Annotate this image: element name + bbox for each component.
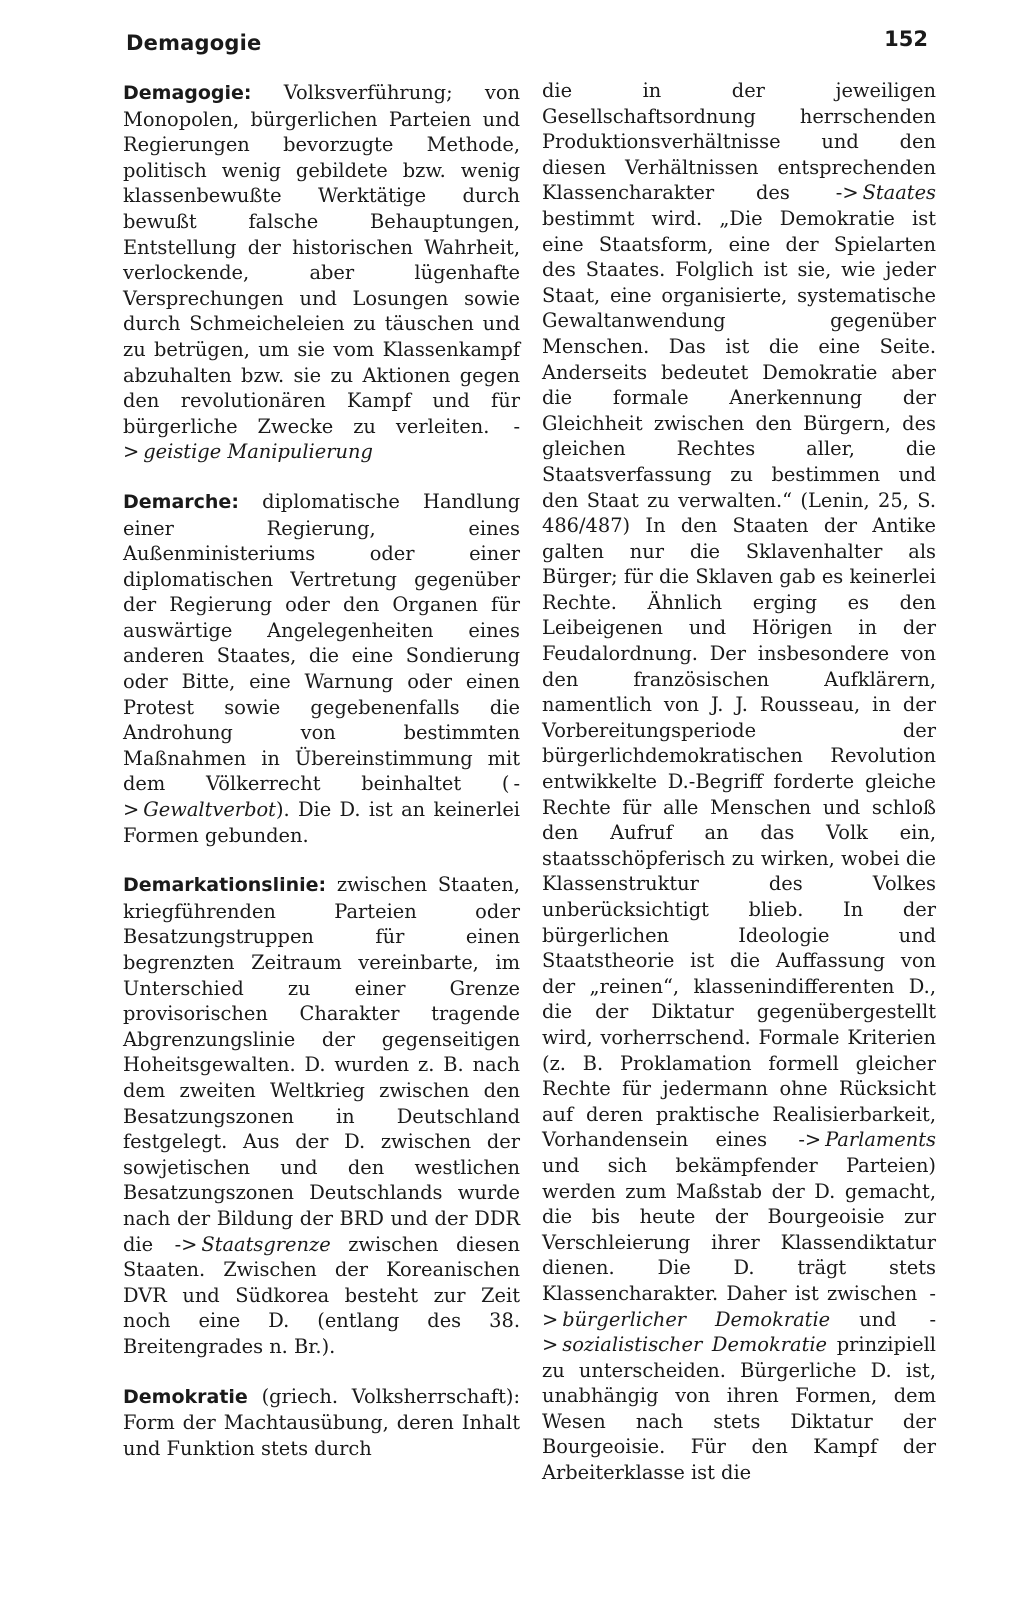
cross-reference: sozialistischer Demokratie <box>562 1333 828 1357</box>
cross-reference-arrow: -> <box>174 1232 198 1256</box>
cross-reference-arrow: -> <box>123 772 520 822</box>
cross-reference-arrow: -> <box>798 1128 822 1152</box>
entry-text: (griech. Volksherrschaft): Form der Machtausübung, deren Inhalt und Funktion stets durch <box>123 1384 520 1460</box>
cross-reference-arrow: -> <box>835 181 859 205</box>
cross-reference-arrow: -> <box>542 1281 936 1331</box>
entry-demokratie-continued <box>542 78 936 1486</box>
entry-text-continued: ). Die D. ist an keinerlei Formen gebunden. <box>123 798 520 847</box>
entry-text: diplomatische Handlung einer Regierung, eines Außenministeriums oder einer diplomatischen Vertretung gegenüber der Regierung oder den Organen für auswärtige Angelegenheiten eines anderen Staates, die eine Sondierung oder Bitte, eine Warnung oder einen Protest sowie gegebenenfalls die Androhung von bestimmten Maßnahmen in Übereinstimmung mit dem Völkerrecht beinhaltet ( <box>123 489 520 796</box>
entry-text: die in der jeweiligen Gesellschaftsordnung herrschenden Produktionsverhältnisse und den diesen Verhältnissen entsprechenden Klassencharakter des <box>542 79 936 205</box>
cross-reference: bürgerlicher Demokratie <box>562 1307 831 1331</box>
right-column <box>542 78 936 1486</box>
running-head: Demagogie <box>126 31 262 55</box>
cross-reference-arrow: -> <box>542 1307 937 1357</box>
entry-text-continued: zwischen diesen Staaten. Zwischen der Koreanischen DVR und Südkorea besteht zur Zeit noch eine D. (entlang des 38. Breitengrades n. Br.). <box>123 1232 521 1358</box>
cross-reference: Staates <box>862 181 936 205</box>
page-number: 152 <box>884 27 928 51</box>
entry-text: und <box>859 1307 897 1331</box>
entry-demarche <box>123 489 520 848</box>
entry-demarkationslinie <box>123 872 520 1359</box>
cross-reference: Gewaltverbot <box>143 798 276 822</box>
cross-reference: Parlaments <box>825 1128 936 1152</box>
entry-text: bestimmt wird. „Die Demokratie ist eine Staatsform, eine der Spielarten des Staates. Folglich ist sie, wie jeder Staat, eine organisierte, systematische Gewaltanwendung gegenüber Menschen. Das ist die eine Seite. Anderseits bedeutet Demokratie aber die formale Anerkennung der Gleichheit zwischen den Bürgern, des gleichen Rechtes aller, die Staatsverfassung zu bestimmen und den Staat zu verwalten.“ (Lenin, 25, S. 486/487) In den Staaten der Antike galten nur die Sklavenhalter als Bürger; für die Sklaven gab es keinerlei Rechte. Ähnlich erging es den Leibeigenen und Hörigen in der Feudalordnung. Der insbesondere von den französischen Aufklärern, namentlich von J. J. Rousseau, in der Vorbereitungsperiode der bürgerlichdemokratischen Revolution entwikkelte D.-Begriff forderte gleiche Rechte für alle Menschen und schloß den Aufruf an das Volk ein, staatsschöpferisch zu wirken, wobei die Klassenstruktur des Volkes unberücksichtigt blieb. In der bürgerlichen Ideologie und Staatstheorie ist die Auffassung von der „reinen“, klassenindifferenten D., die der Diktatur gegenübergestellt wird, vorherrschend. Formale Kriterien (z. B. Proklamation formell gleicher Rechte für jedermann ohne Rücksicht auf deren praktische Realisierbarkeit, Vorhandensein eines <box>542 206 936 1152</box>
cross-reference: geistige Manipulierung <box>143 440 373 464</box>
entry-text: zwischen Staaten, kriegführenden Parteien oder Besatzungstruppen für einen begrenzten Zeitraum vereinbarte, im Unterschied zu einer Grenze provisorischen Charakter tragende Abgrenzungslinie der gegenseitigen Hoheitsgewalten. D. wurden z. B. nach dem zweiten Weltkrieg zwischen den Besatzungszonen in Deutschland festgelegt. Aus der D. zwischen der sowjetischen und den westlichen Besatzungszonen Deutschlands wurde nach der Bildung der BRD und der DDR die <box>123 873 520 1256</box>
entry-term: Demokratie <box>123 1385 248 1408</box>
entry-term: Demarche: <box>123 490 239 513</box>
entry-term: Demagogie: <box>123 82 252 104</box>
left-column <box>123 80 520 1461</box>
entry-demagogie <box>123 80 520 465</box>
cross-reference-arrow: -> <box>123 414 520 464</box>
entry-term: Demarkationslinie: <box>123 874 327 897</box>
entry-text: und sich bekämpfender Parteien) werden zum Maßstab der D. gemacht, die bis heute der Bourgeoisie zur Verschleierung ihrer Klassendiktatur dienen. Die D. trägt stets Klassencharakter. Daher ist zwischen <box>542 1153 936 1305</box>
cross-reference: Staatsgrenze <box>201 1232 331 1256</box>
entry-text: prinzipiell zu unterscheiden. Bürgerliche D. ist, unabhängig von ihren Formen, dem Wesen nach stets Diktatur der Bourgeoisie. Für den Kampf der Arbeiterklasse ist die <box>542 1333 936 1485</box>
entry-text: Volksverführung; von Monopolen, bürgerlichen Parteien und Regierungen bevorzugte Methode, politisch wenig gebildete bzw. wenig klassenbewußte Werktätige durch bewußt falsche Behauptungen, Entstellung der historischen Wahrheit, verlockende, aber lügenhafte Versprechungen und Losungen sowie durch Schmeicheleien zu täuschen und zu betrügen, um sie vom Klassenkampf abzuhalten bzw. sie zu Aktionen gegen den revolutionären Kampf und für bürgerliche Zwecke zu verleiten. <box>123 81 520 438</box>
entry-demokratie <box>123 1384 520 1462</box>
